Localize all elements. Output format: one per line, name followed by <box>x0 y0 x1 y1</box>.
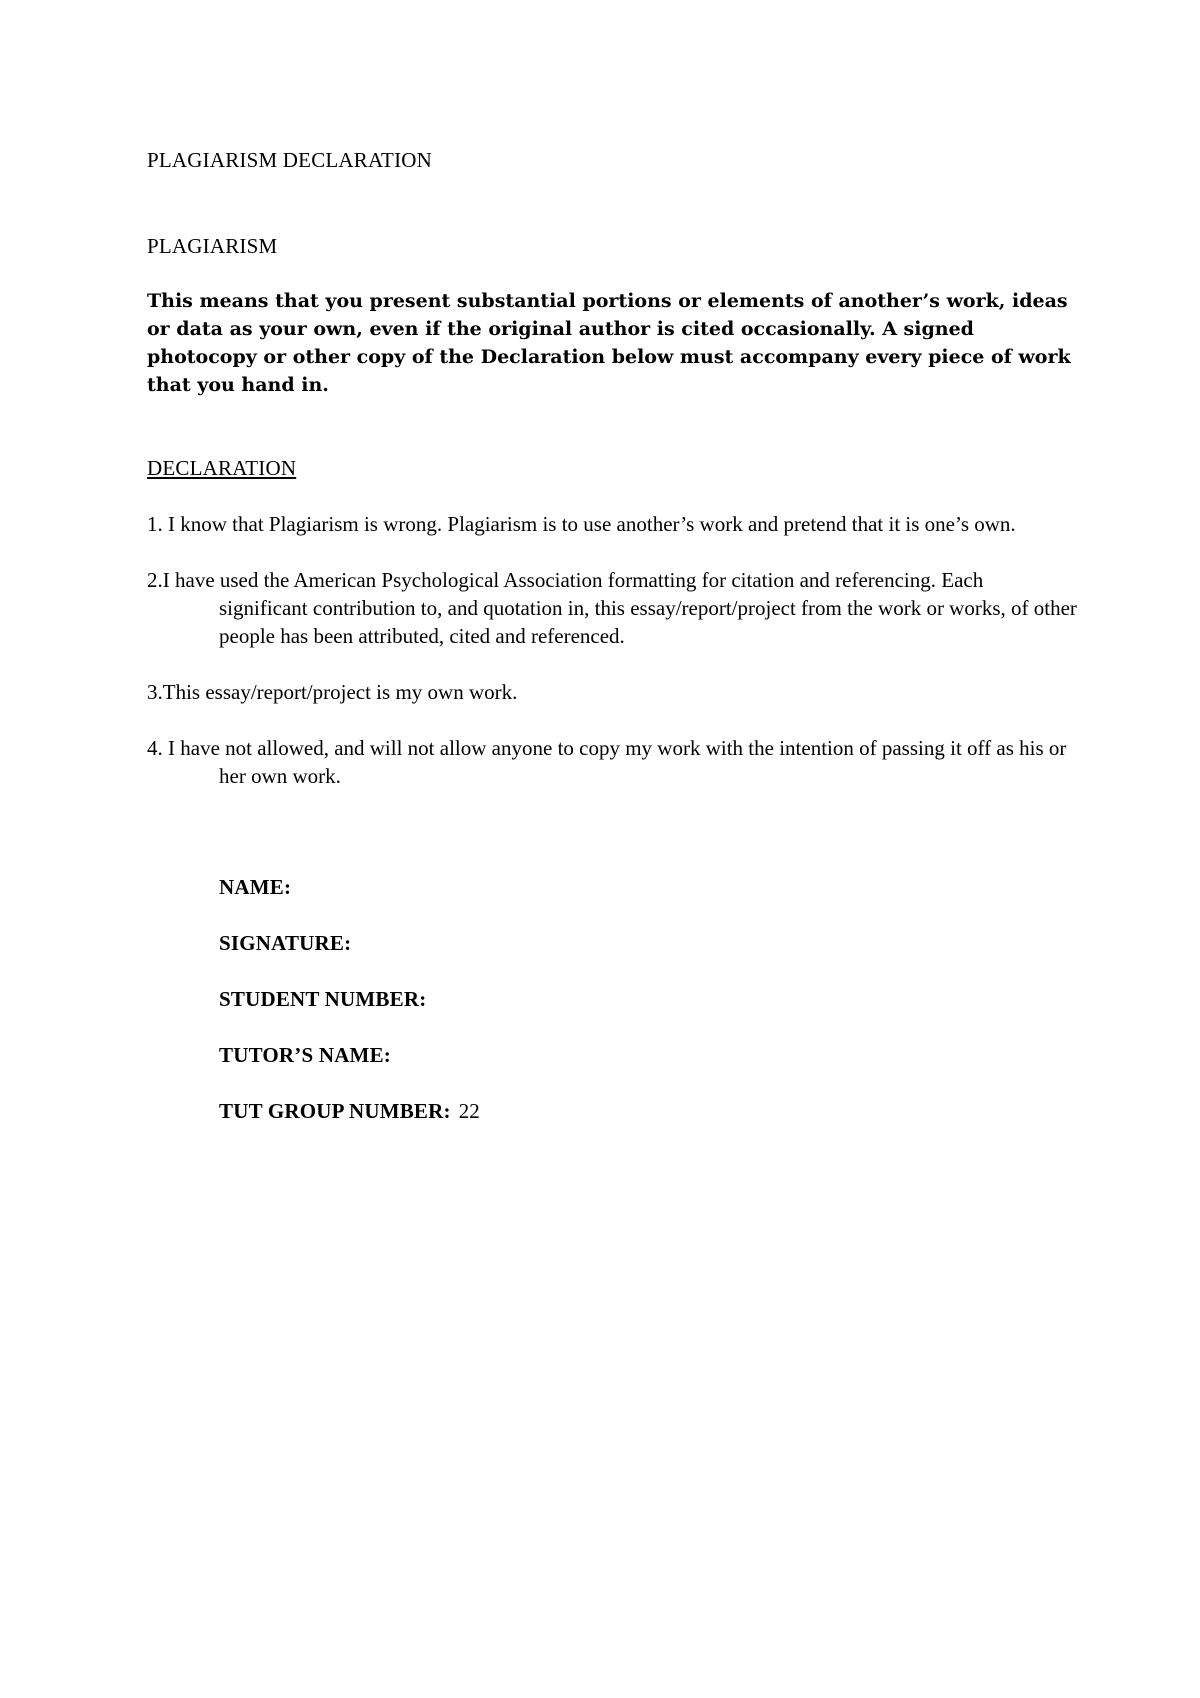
field-label-tut-group-number: TUT GROUP NUMBER: <box>219 1099 451 1123</box>
declaration-item-1: 1. I know that Plagiarism is wrong. Plagiarism is to use another’s work and pretend that it is one’s own. <box>147 512 1016 536</box>
declaration-list <box>147 510 1077 818</box>
plagiarism-heading: PLAGIARISM <box>147 234 278 258</box>
student-details-fields <box>219 873 480 1153</box>
document-title: PLAGIARISM DECLARATION <box>147 148 432 172</box>
field-label-signature: SIGNATURE: <box>219 931 352 955</box>
field-tutors-name <box>219 1041 480 1069</box>
field-name <box>219 873 480 901</box>
field-label-tutors-name: TUTOR’S NAME: <box>219 1043 391 1067</box>
declaration-item-4: 4. I have not allowed, and will not allow anyone to copy my work with the intention of passing it off as his or her own work. <box>147 736 1067 788</box>
field-value-tut-group-number: 22 <box>458 1099 480 1123</box>
plagiarism-definition: This means that you present substantial portions or elements of another’s work, ideas or data as your own, even if the original author is cited occasionally. A signed photocopy or other copy of the Declaration below must accompany every piece of work that you hand in. <box>147 290 1071 396</box>
field-label-name: NAME: <box>219 875 292 899</box>
field-label-student-number: STUDENT NUMBER: <box>219 987 427 1011</box>
field-student-number <box>219 985 480 1013</box>
declaration-item-3: 3.This essay/report/project is my own work. <box>147 680 518 704</box>
declaration-heading: DECLARATION <box>147 456 297 480</box>
declaration-item-2: 2.I have used the American Psychological Association formatting for citation and referencing. Each significant contribution to, and quotation in, this essay/report/project from the work or works, of other people has been attributed, cited and referenced. <box>147 568 1077 648</box>
field-signature <box>219 929 480 957</box>
field-tut-group-number <box>219 1097 480 1125</box>
